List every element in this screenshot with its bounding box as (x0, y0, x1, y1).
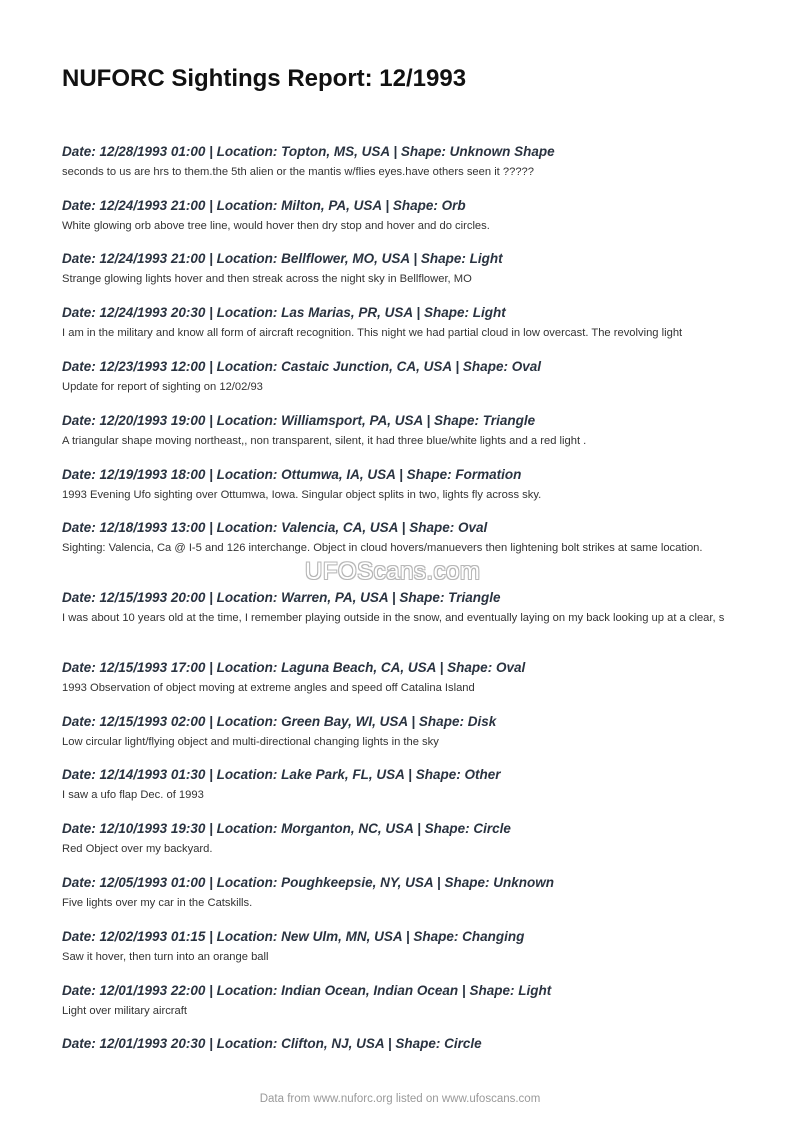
sighting-description: Update for report of sighting on 12/02/93 (62, 381, 263, 393)
sighting-entry (62, 197, 742, 234)
sighting-description: seconds to us are hrs to them.the 5th alien or the mantis w/flies eyes.have others seen it ????? (62, 166, 535, 178)
sighting-entry (62, 874, 742, 911)
sighting-description: White glowing orb above tree line, would hover then dry stop and hover and do circles. (62, 220, 490, 232)
sighting-description: Light over military aircraft (62, 1005, 187, 1017)
sighting-description: I was about 10 years old at the time, I remember playing outside in the snow, and eventually laying on my back looking up at a clear, s (62, 612, 725, 624)
sighting-entry (62, 250, 742, 287)
sighting-description: Low circular light/flying object and multi-directional changing lights in the sky (62, 736, 439, 748)
sighting-entry (62, 466, 742, 503)
sighting-description: Red Object over my backyard. (62, 843, 213, 855)
sighting-header: Date: 12/24/1993 20:30 | Location: Las Marias, PR, USA | Shape: Light (62, 305, 506, 320)
watermark: UFOScans.com (305, 558, 481, 585)
sighting-entry (62, 358, 742, 395)
sighting-description: I saw a ufo flap Dec. of 1993 (62, 789, 204, 801)
sighting-header: Date: 12/14/1993 01:30 | Location: Lake Park, FL, USA | Shape: Other (62, 767, 501, 782)
sighting-header: Date: 12/01/1993 22:00 | Location: Indian Ocean, Indian Ocean | Shape: Light (62, 983, 552, 998)
sighting-header: Date: 12/28/1993 01:00 | Location: Topton, MS, USA | Shape: Unknown Shape (62, 144, 555, 159)
sighting-description: 1993 Observation of object moving at extreme angles and speed off Catalina Island (62, 682, 475, 694)
sighting-header: Date: 12/23/1993 12:00 | Location: Castaic Junction, CA, USA | Shape: Oval (62, 359, 541, 374)
sighting-entry (62, 589, 742, 626)
sighting-header: Date: 12/19/1993 18:00 | Location: Ottumwa, IA, USA | Shape: Formation (62, 467, 522, 482)
sighting-entry (62, 659, 742, 696)
sighting-entry (62, 412, 742, 449)
sighting-description: 1993 Evening Ufo sighting over Ottumwa, Iowa. Singular object splits in two, lights fly across sky. (62, 489, 542, 501)
sighting-description: A triangular shape moving northeast,, non transparent, silent, it had three blue/white lights and a red light . (62, 435, 587, 447)
sighting-header: Date: 12/18/1993 13:00 | Location: Valencia, CA, USA | Shape: Oval (62, 520, 488, 535)
sighting-description: Strange glowing lights hover and then streak across the night sky in Bellflower, MO (62, 273, 472, 285)
sighting-header: Date: 12/20/1993 19:00 | Location: Williamsport, PA, USA | Shape: Triangle (62, 413, 536, 428)
sighting-entry (62, 1035, 742, 1052)
sighting-description: I am in the military and know all form of aircraft recognition. This night we had partial cloud in low overcast. The revolving light (62, 327, 683, 339)
sighting-entry (62, 766, 742, 803)
sighting-entry (62, 982, 742, 1019)
sighting-entry (62, 928, 742, 965)
sighting-entry (62, 820, 742, 857)
sighting-header: Date: 12/24/1993 21:00 | Location: Bellflower, MO, USA | Shape: Light (62, 251, 503, 266)
sighting-header: Date: 12/02/1993 01:15 | Location: New Ulm, MN, USA | Shape: Changing (62, 929, 525, 944)
sighting-header: Date: 12/05/1993 01:00 | Location: Poughkeepsie, NY, USA | Shape: Unknown (62, 875, 554, 890)
sighting-entry (62, 713, 742, 750)
sighting-entry (62, 143, 742, 180)
sighting-header: Date: 12/10/1993 19:30 | Location: Morganton, NC, USA | Shape: Circle (62, 821, 511, 836)
sighting-description: Sighting: Valencia, Ca @ I-5 and 126 interchange. Object in cloud hovers/manuevers then lightening bolt strikes at same location. (62, 542, 703, 554)
footer-source: Data from www.nuforc.org listed on www.ufoscans.com (259, 1093, 541, 1105)
sighting-entry (62, 304, 742, 341)
sighting-description: Five lights over my car in the Catskills. (62, 897, 253, 909)
sighting-header: Date: 12/15/1993 02:00 | Location: Green Bay, WI, USA | Shape: Disk (62, 714, 497, 729)
sighting-header: Date: 12/15/1993 20:00 | Location: Warren, PA, USA | Shape: Triangle (62, 590, 501, 605)
sighting-header: Date: 12/24/1993 21:00 | Location: Milton, PA, USA | Shape: Orb (62, 198, 466, 213)
sighting-entry (62, 519, 742, 556)
sighting-header: Date: 12/01/1993 20:30 | Location: Clifton, NJ, USA | Shape: Circle (62, 1036, 482, 1051)
page-title: NUFORC Sightings Report: 12/1993 (62, 65, 467, 92)
sighting-header: Date: 12/15/1993 17:00 | Location: Laguna Beach, CA, USA | Shape: Oval (62, 660, 526, 675)
sighting-description: Saw it hover, then turn into an orange ball (62, 951, 269, 963)
